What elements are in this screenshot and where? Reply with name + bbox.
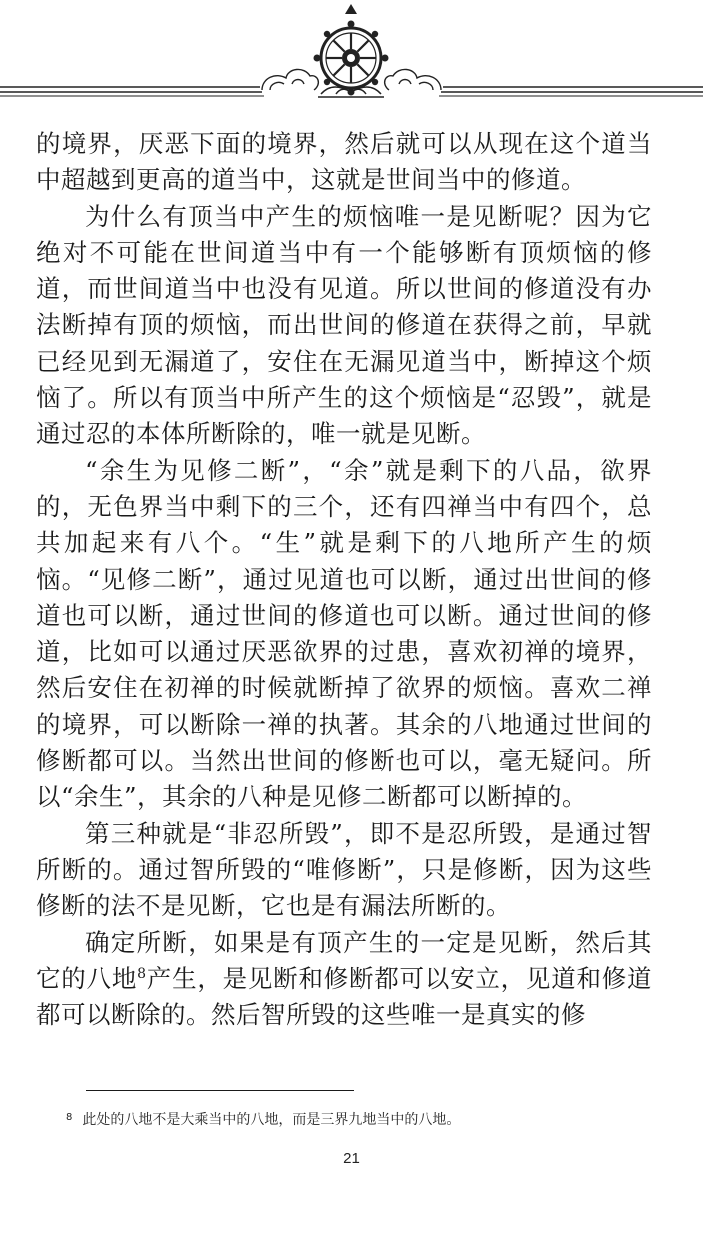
paragraph-text: 确定所断，如果是有顶产生的一定是见断，然后其它的八地 bbox=[36, 927, 652, 993]
dharma-wheel-icon bbox=[314, 4, 389, 96]
footnote bbox=[66, 1108, 460, 1130]
footnote-text: 此处的八地不是大乘当中的八地，而是三界九地当中的八地。 bbox=[82, 1112, 461, 1128]
left-cloud-icon bbox=[262, 69, 318, 90]
paragraph: 第三种就是“非忍所毁”，即不是忍所毁，是通过智所断的。通过智所毁的“唯修断”，只是修断，因为这些修断的法不是见断，它也是有漏法所断的。 bbox=[36, 818, 652, 921]
footnote-reference[interactable]: 8 bbox=[137, 965, 147, 982]
header-ornament bbox=[0, 0, 703, 110]
footnote-divider bbox=[86, 1090, 354, 1091]
paragraph-with-footnote-ref bbox=[36, 925, 652, 1034]
page-number: 21 bbox=[343, 1150, 360, 1167]
paragraph: 的境界，厌恶下面的境界，然后就可以从现在这个道当中超越到更高的道当中，这就是世间当中的修道。 bbox=[36, 129, 652, 195]
paragraph: “余生为见修二断”，“余”就是剩下的八品，欲界的，无色界当中剩下的三个，还有四禅当中有四个，总共加起来有八个。“生”就是剩下的八地所产生的烦恼。“见修二断”，通过见道也可以断，通过出世间的修道也可以断，通过世间的修道也可以断。通过世间的修道，比如可以通过厌恶欲界的过患，喜欢初禅的境界，然后安住在初禅的时候就断掉了欲界的烦恼。喜欢二禅的境界，可以断除一禅的执著。其余的八地通过世间的修断都可以。当然出世间的修断也可以，毫无疑问。所以“余生”，其余的八种是见修二断都可以断掉的。 bbox=[36, 455, 652, 812]
paragraph-text: 产生，是见断和修断都可以安立，见道和修道都可以断除的。然后智所毁的这些唯一是真实的修 bbox=[36, 963, 653, 1030]
paragraph: 为什么有顶当中产生的烦恼唯一是见断呢？因为它绝对不可能在世间道当中有一个能够断有顶烦恼的修道，而世间道当中也没有见道。所以世间的修道没有办法断掉有顶的烦恼，而出世间的修道在获得之前，早就已经见到无漏道了，安住在无漏见道当中，断掉这个烦恼了。所以有顶当中所产生的这个烦恼是“忍毁”，就是通过忍的本体所断除的，唯一就是见断。 bbox=[36, 201, 652, 449]
main-text bbox=[36, 126, 652, 1033]
footnote-marker: 8 bbox=[66, 1112, 73, 1123]
right-cloud-icon bbox=[385, 69, 441, 90]
page-header-ornament bbox=[0, 0, 703, 110]
